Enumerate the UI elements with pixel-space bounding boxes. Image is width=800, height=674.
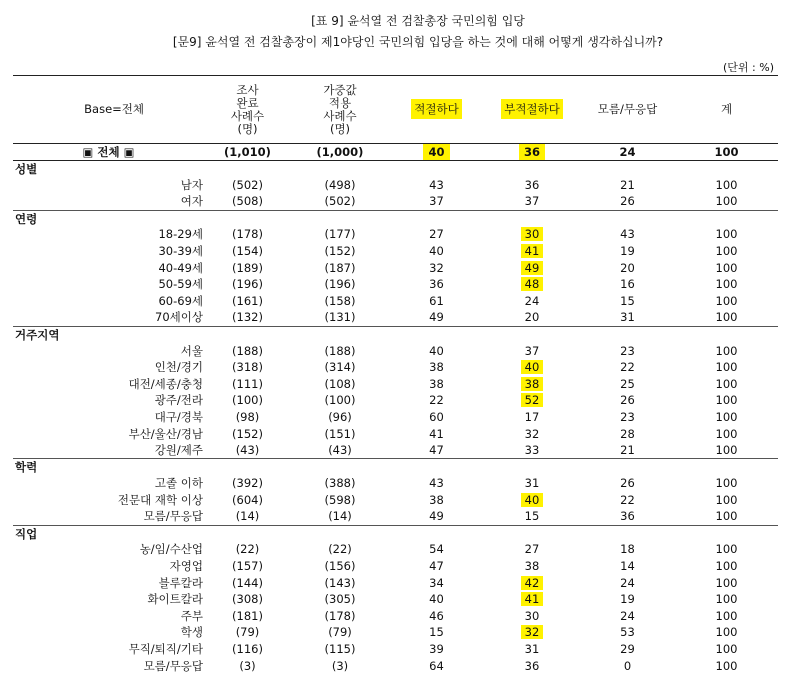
row-dontknow: 23 — [580, 409, 675, 426]
row-inappropriate: 52 — [521, 393, 544, 407]
unit-label: (단위 : %) — [723, 59, 774, 75]
header-sample-line: 완료 — [236, 96, 258, 110]
row-label: 전문대 재학 이상 — [13, 492, 204, 509]
row-total: 100 — [675, 475, 778, 492]
row-inappropriate-cell — [484, 243, 580, 260]
row-sample: (100) — [204, 393, 291, 410]
row-dontknow: 16 — [580, 276, 675, 293]
header-total: 계 — [675, 76, 778, 144]
total-weighted: (1,000) — [291, 144, 389, 161]
row-inappropriate: 32 — [484, 426, 580, 443]
row-inappropriate: 20 — [484, 310, 580, 327]
table-row — [13, 359, 778, 376]
row-inappropriate: 40 — [521, 493, 544, 507]
table-row — [13, 343, 778, 360]
row-weighted: (131) — [291, 310, 389, 327]
total-total: 100 — [675, 144, 778, 161]
row-total: 100 — [675, 591, 778, 608]
group-label: 연령 — [13, 210, 778, 227]
row-sample: (14) — [204, 509, 291, 526]
total-appropriate: 40 — [423, 144, 449, 160]
row-total: 100 — [675, 426, 778, 443]
row-inappropriate-cell — [484, 276, 580, 293]
row-sample: (144) — [204, 575, 291, 592]
row-appropriate: 22 — [389, 393, 484, 410]
row-weighted: (498) — [291, 177, 389, 194]
row-label: 주부 — [13, 608, 204, 625]
row-total: 100 — [675, 625, 778, 642]
row-dontknow: 21 — [580, 177, 675, 194]
row-total: 100 — [675, 608, 778, 625]
table-row — [13, 625, 778, 642]
row-total: 100 — [675, 658, 778, 674]
row-weighted: (188) — [291, 343, 389, 360]
row-inappropriate: 31 — [484, 641, 580, 658]
row-dontknow: 26 — [580, 194, 675, 211]
row-total: 100 — [675, 359, 778, 376]
row-label: 대전/세종/충청 — [13, 376, 204, 393]
row-appropriate: 39 — [389, 641, 484, 658]
group-row — [13, 459, 778, 476]
total-row — [13, 144, 778, 161]
row-appropriate: 47 — [389, 442, 484, 459]
group-label: 성별 — [13, 161, 778, 178]
row-total: 100 — [675, 575, 778, 592]
row-total: 100 — [675, 310, 778, 327]
row-dontknow: 19 — [580, 243, 675, 260]
group-row — [13, 525, 778, 542]
table-row — [13, 575, 778, 592]
table-row — [13, 376, 778, 393]
row-total: 100 — [675, 177, 778, 194]
table-row — [13, 608, 778, 625]
row-inappropriate: 32 — [521, 625, 544, 639]
row-sample: (3) — [204, 658, 291, 674]
row-weighted: (314) — [291, 359, 389, 376]
table-row — [13, 641, 778, 658]
row-inappropriate: 38 — [484, 558, 580, 575]
row-sample: (154) — [204, 243, 291, 260]
row-label: 농/임/수산업 — [13, 542, 204, 559]
row-weighted: (158) — [291, 293, 389, 310]
row-appropriate: 41 — [389, 426, 484, 443]
row-appropriate: 49 — [389, 509, 484, 526]
row-total: 100 — [675, 492, 778, 509]
row-sample: (189) — [204, 260, 291, 277]
table-row — [13, 426, 778, 443]
row-inappropriate: 33 — [484, 442, 580, 459]
row-label: 학생 — [13, 625, 204, 642]
header-weighted-line: (명) — [330, 122, 350, 136]
row-total: 100 — [675, 293, 778, 310]
row-inappropriate-cell — [484, 393, 580, 410]
row-label: 30-39세 — [13, 243, 204, 260]
row-total: 100 — [675, 442, 778, 459]
row-inappropriate-cell — [484, 575, 580, 592]
row-appropriate: 46 — [389, 608, 484, 625]
row-sample: (22) — [204, 542, 291, 559]
total-inappropriate: 36 — [519, 144, 545, 160]
row-sample: (318) — [204, 359, 291, 376]
row-sample: (43) — [204, 442, 291, 459]
row-weighted: (151) — [291, 426, 389, 443]
row-dontknow: 24 — [580, 575, 675, 592]
header-weighted-line: 적용 — [329, 96, 351, 110]
row-dontknow: 22 — [580, 492, 675, 509]
table-row — [13, 475, 778, 492]
row-inappropriate-cell — [484, 260, 580, 277]
row-dontknow: 53 — [580, 625, 675, 642]
row-sample: (152) — [204, 426, 291, 443]
row-inappropriate-cell — [484, 492, 580, 509]
row-dontknow: 22 — [580, 359, 675, 376]
row-weighted: (100) — [291, 393, 389, 410]
row-inappropriate: 37 — [484, 343, 580, 360]
row-weighted: (187) — [291, 260, 389, 277]
row-total: 100 — [675, 558, 778, 575]
row-inappropriate: 36 — [484, 177, 580, 194]
row-weighted: (152) — [291, 243, 389, 260]
row-weighted: (3) — [291, 658, 389, 674]
row-weighted: (96) — [291, 409, 389, 426]
row-inappropriate-cell — [484, 227, 580, 244]
table-row — [13, 591, 778, 608]
row-total: 100 — [675, 641, 778, 658]
row-sample: (132) — [204, 310, 291, 327]
row-appropriate: 38 — [389, 376, 484, 393]
row-label: 고졸 이하 — [13, 475, 204, 492]
row-label: 부산/울산/경남 — [13, 426, 204, 443]
row-total: 100 — [675, 509, 778, 526]
row-sample: (98) — [204, 409, 291, 426]
row-label: 블루칼라 — [13, 575, 204, 592]
row-label: 60-69세 — [13, 293, 204, 310]
header-appropriate-text: 적절하다 — [411, 99, 461, 119]
row-inappropriate-cell — [484, 625, 580, 642]
row-appropriate: 27 — [389, 227, 484, 244]
total-inappropriate-cell — [484, 144, 580, 161]
row-dontknow: 43 — [580, 227, 675, 244]
group-row — [13, 326, 778, 343]
header-base: Base=전체 — [13, 76, 204, 144]
row-total: 100 — [675, 260, 778, 277]
row-sample: (79) — [204, 625, 291, 642]
row-dontknow: 29 — [580, 641, 675, 658]
header-weighted-line: 사례수 — [323, 109, 356, 123]
row-total: 100 — [675, 393, 778, 410]
header-inappropriate-text: 부적절하다 — [501, 99, 563, 119]
row-total: 100 — [675, 376, 778, 393]
row-appropriate: 37 — [389, 194, 484, 211]
row-weighted: (177) — [291, 227, 389, 244]
row-inappropriate: 31 — [484, 475, 580, 492]
row-label: 무직/퇴직/기타 — [13, 641, 204, 658]
table-row — [13, 393, 778, 410]
table-row — [13, 310, 778, 327]
row-inappropriate: 30 — [484, 608, 580, 625]
row-sample: (181) — [204, 608, 291, 625]
row-inappropriate: 24 — [484, 293, 580, 310]
row-label: 인천/경기 — [13, 359, 204, 376]
table-row — [13, 492, 778, 509]
table-row — [13, 558, 778, 575]
table-row — [13, 293, 778, 310]
row-sample: (178) — [204, 227, 291, 244]
row-appropriate: 34 — [389, 575, 484, 592]
row-total: 100 — [675, 227, 778, 244]
row-label: 40-49세 — [13, 260, 204, 277]
total-label: ▣ 전체 ▣ — [13, 144, 204, 161]
row-weighted: (22) — [291, 542, 389, 559]
header-appropriate — [389, 76, 484, 144]
row-inappropriate: 41 — [521, 244, 544, 258]
row-weighted: (143) — [291, 575, 389, 592]
header-sample-line: (명) — [237, 122, 257, 136]
header-sample-line: 조사 — [236, 83, 258, 97]
row-weighted: (115) — [291, 641, 389, 658]
header-weighted — [291, 76, 389, 144]
row-inappropriate: 27 — [484, 542, 580, 559]
row-sample: (308) — [204, 591, 291, 608]
row-total: 100 — [675, 276, 778, 293]
header-sample-line: 사례수 — [231, 109, 264, 123]
row-weighted: (108) — [291, 376, 389, 393]
group-label: 직업 — [13, 525, 778, 542]
group-label: 거주지역 — [13, 326, 778, 343]
row-total: 100 — [675, 243, 778, 260]
row-appropriate: 40 — [389, 343, 484, 360]
row-inappropriate: 15 — [484, 509, 580, 526]
row-label: 강원/제주 — [13, 442, 204, 459]
row-appropriate: 36 — [389, 276, 484, 293]
total-appropriate-cell — [389, 144, 484, 161]
survey-table — [13, 75, 778, 674]
row-dontknow: 31 — [580, 310, 675, 327]
header-inappropriate — [484, 76, 580, 144]
row-weighted: (156) — [291, 558, 389, 575]
row-dontknow: 24 — [580, 608, 675, 625]
row-inappropriate-cell — [484, 591, 580, 608]
row-weighted: (196) — [291, 276, 389, 293]
total-sample: (1,010) — [204, 144, 291, 161]
row-total: 100 — [675, 542, 778, 559]
header-sample — [204, 76, 291, 144]
table-row — [13, 177, 778, 194]
row-sample: (157) — [204, 558, 291, 575]
row-inappropriate-cell — [484, 359, 580, 376]
table-row — [13, 276, 778, 293]
row-appropriate: 61 — [389, 293, 484, 310]
row-weighted: (178) — [291, 608, 389, 625]
row-label: 화이트칼라 — [13, 591, 204, 608]
group-row — [13, 161, 778, 178]
row-appropriate: 47 — [389, 558, 484, 575]
row-sample: (111) — [204, 376, 291, 393]
table-row — [13, 260, 778, 277]
row-inappropriate: 49 — [521, 261, 544, 275]
table-title: [표 9] 윤석열 전 검찰총장 국민의힘 입당 — [18, 12, 800, 29]
row-label: 남자 — [13, 177, 204, 194]
row-dontknow: 23 — [580, 343, 675, 360]
table-row — [13, 243, 778, 260]
row-appropriate: 43 — [389, 177, 484, 194]
row-appropriate: 54 — [389, 542, 484, 559]
row-sample: (604) — [204, 492, 291, 509]
row-dontknow: 36 — [580, 509, 675, 526]
question-text: [문9] 윤석열 전 검찰총장이 제1야당인 국민의힘 입당을 하는 것에 대해 어떻게 생각하십니까? — [18, 33, 800, 50]
row-weighted: (43) — [291, 442, 389, 459]
row-label: 18-29세 — [13, 227, 204, 244]
total-dontknow: 24 — [580, 144, 675, 161]
group-row — [13, 210, 778, 227]
row-weighted: (502) — [291, 194, 389, 211]
table-body — [13, 161, 778, 674]
header-row — [13, 76, 778, 144]
row-inappropriate: 40 — [521, 360, 544, 374]
row-dontknow: 28 — [580, 426, 675, 443]
row-label: 70세이상 — [13, 310, 204, 327]
row-label: 50-59세 — [13, 276, 204, 293]
row-label: 서울 — [13, 343, 204, 360]
row-appropriate: 32 — [389, 260, 484, 277]
row-label: 자영업 — [13, 558, 204, 575]
row-sample: (392) — [204, 475, 291, 492]
row-weighted: (79) — [291, 625, 389, 642]
row-inappropriate: 48 — [521, 277, 544, 291]
row-sample: (161) — [204, 293, 291, 310]
table-row — [13, 542, 778, 559]
row-inappropriate: 36 — [484, 658, 580, 674]
row-label: 광주/전라 — [13, 393, 204, 410]
row-weighted: (388) — [291, 475, 389, 492]
row-appropriate: 40 — [389, 591, 484, 608]
row-dontknow: 19 — [580, 591, 675, 608]
row-label: 대구/경북 — [13, 409, 204, 426]
row-inappropriate: 41 — [521, 592, 544, 606]
table-row — [13, 409, 778, 426]
row-label: 모름/무응답 — [13, 658, 204, 674]
row-label: 모름/무응답 — [13, 509, 204, 526]
row-sample: (502) — [204, 177, 291, 194]
row-inappropriate-cell — [484, 376, 580, 393]
table-row — [13, 227, 778, 244]
row-total: 100 — [675, 194, 778, 211]
row-inappropriate: 38 — [521, 377, 544, 391]
row-appropriate: 38 — [389, 492, 484, 509]
row-appropriate: 43 — [389, 475, 484, 492]
row-appropriate: 64 — [389, 658, 484, 674]
row-sample: (116) — [204, 641, 291, 658]
row-sample: (508) — [204, 194, 291, 211]
row-dontknow: 0 — [580, 658, 675, 674]
row-total: 100 — [675, 343, 778, 360]
row-label: 여자 — [13, 194, 204, 211]
table-row — [13, 509, 778, 526]
row-dontknow: 25 — [580, 376, 675, 393]
row-inappropriate: 42 — [521, 576, 544, 590]
row-appropriate: 15 — [389, 625, 484, 642]
row-dontknow: 20 — [580, 260, 675, 277]
row-inappropriate: 30 — [521, 227, 544, 241]
row-weighted: (305) — [291, 591, 389, 608]
row-inappropriate: 37 — [484, 194, 580, 211]
header-dontknow: 모름/무응답 — [580, 76, 675, 144]
row-sample: (196) — [204, 276, 291, 293]
row-dontknow: 26 — [580, 393, 675, 410]
row-sample: (188) — [204, 343, 291, 360]
group-label: 학력 — [13, 459, 778, 476]
row-appropriate: 38 — [389, 359, 484, 376]
header-weighted-line: 가중값 — [323, 83, 356, 97]
row-weighted: (14) — [291, 509, 389, 526]
table-row — [13, 442, 778, 459]
row-inappropriate: 17 — [484, 409, 580, 426]
row-appropriate: 49 — [389, 310, 484, 327]
table-row — [13, 194, 778, 211]
row-dontknow: 18 — [580, 542, 675, 559]
row-weighted: (598) — [291, 492, 389, 509]
row-appropriate: 60 — [389, 409, 484, 426]
row-total: 100 — [675, 409, 778, 426]
row-dontknow: 15 — [580, 293, 675, 310]
row-dontknow: 14 — [580, 558, 675, 575]
row-dontknow: 21 — [580, 442, 675, 459]
row-dontknow: 26 — [580, 475, 675, 492]
row-appropriate: 40 — [389, 243, 484, 260]
